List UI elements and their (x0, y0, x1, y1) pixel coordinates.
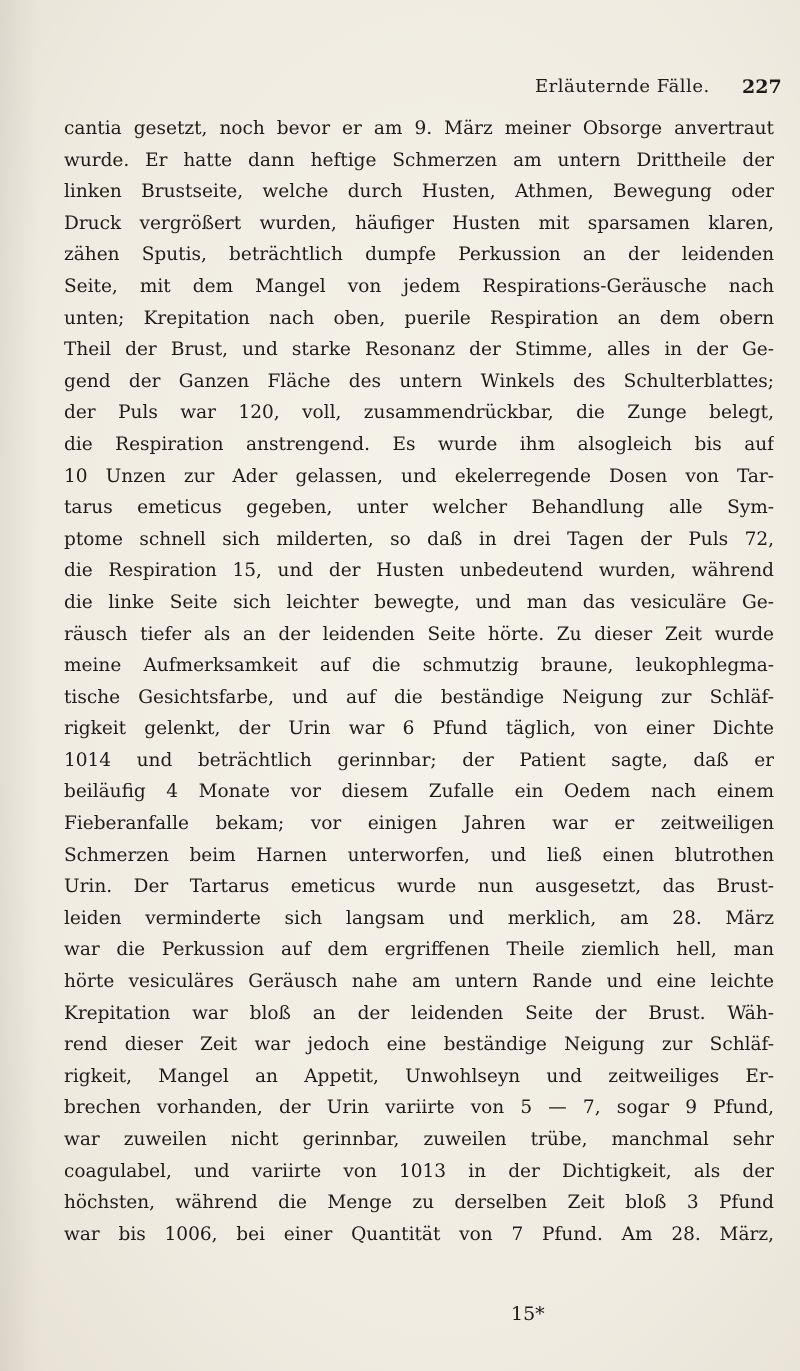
text-line: 10 Unzen zur Ader gelassen, und ekelerregende Dosen von Tar- (64, 465, 774, 487)
text-line: räusch tiefer als an der leidenden Seite hörte. Zu dieser Zeit wurde (64, 623, 774, 645)
text-line: rigkeit gelenkt, der Urin war 6 Pfund täglich, von einer Dichte (64, 718, 774, 740)
text-line: war zuweilen nicht gerinnbar, zuweilen trübe, manchmal sehr (64, 1129, 774, 1150)
text-line: hörte vesiculäres Geräusch nahe am untern Rande und eine leichte (64, 971, 774, 993)
running-head: Erläuternde Fälle. (535, 76, 710, 97)
text-line: Theil der Brust, und starke Resonanz der Stimme, alles in der Ge- (64, 339, 774, 361)
signature-mark: 15* (511, 1303, 545, 1325)
text-line: rigkeit, Mangel an Appetit, Unwohlseyn und zeitweiliges Er- (64, 1065, 774, 1087)
page-fold-shadow (0, 0, 40, 1371)
text-line: tische Gesichtsfarbe, und auf die beständige Neigung zur Schläf- (64, 686, 774, 708)
page-header (0, 76, 800, 106)
text-line: die Respiration anstrengend. Es wurde ihm alsogleich bis auf (64, 433, 774, 455)
text-line: Fieberanfalle bekam; vor einigen Jahren war er zeitweiligen (64, 813, 774, 835)
text-line: die linke Seite sich leichter bewegte, und man das vesiculäre Ge- (64, 591, 774, 613)
body-text (64, 113, 774, 1250)
text-line: rend dieser Zeit war jedoch eine beständige Neigung zur Schläf- (64, 1034, 774, 1056)
text-line: war bis 1006, bei einer Quantität von 7 Pfund. Am 28. März, (64, 1223, 774, 1245)
text-line: cantia gesetzt, noch bevor er am 9. März meiner Obsorge anvertraut (64, 118, 774, 139)
text-line: 1014 und beträchtlich gerinnbar; der Patient sagte, daß er (64, 749, 774, 771)
text-line: war die Perkussion auf dem ergriffenen Theile ziemlich hell, man (64, 939, 774, 961)
text-line: höchsten, während die Menge zu derselben Zeit bloß 3 Pfund (64, 1192, 774, 1214)
text-line: die Respiration 15, und der Husten unbedeutend wurden, während (64, 560, 774, 582)
page-number: 227 (742, 76, 782, 98)
text-line: ptome schnell sich milderten, so daß in drei Tagen der Puls 72, (64, 528, 774, 550)
text-line: linken Brustseite, welche durch Husten, Athmen, Bewegung oder (64, 181, 774, 203)
text-line: Druck vergrößert wurden, häufiger Husten mit sparsamen klaren, (64, 212, 774, 234)
text-line: meine Aufmerksamkeit auf die schmutzig braune, leukophlegma- (64, 655, 774, 677)
text-line: brechen vorhanden, der Urin variirte von 5 — 7, sogar 9 Pfund, (64, 1097, 774, 1119)
text-line: zähen Sputis, beträchtlich dumpfe Perkussion an der leidenden (64, 244, 774, 266)
text-line: wurde. Er hatte dann heftige Schmerzen am untern Drittheile der (64, 149, 774, 171)
text-line: Urin. Der Tartarus emeticus wurde nun ausgesetzt, das Brust- (64, 876, 774, 898)
text-line: Seite, mit dem Mangel von jedem Respirations-Geräusche nach (64, 275, 774, 297)
text-line: der Puls war 120, voll, zusammendrückbar, die Zunge belegt, (64, 402, 774, 424)
text-line: tarus emeticus gegeben, unter welcher Behandlung alle Sym- (64, 497, 774, 519)
text-line: Krepitation war bloß an der leidenden Seite der Brust. Wäh- (64, 1002, 774, 1024)
text-line: unten; Krepitation nach oben, puerile Respiration an dem obern (64, 307, 774, 329)
text-line: beiläufig 4 Monate vor diesem Zufalle ein Oedem nach einem (64, 781, 774, 803)
text-line: coagulabel, und variirte von 1013 in der Dichtigkeit, als der (64, 1160, 774, 1182)
text-line: gend der Ganzen Fläche des untern Winkels des Schulterblattes; (64, 370, 774, 392)
text-line: leiden verminderte sich langsam und merklich, am 28. März (64, 907, 774, 929)
text-line: Schmerzen beim Harnen unterworfen, und ließ einen blutrothen (64, 844, 774, 866)
